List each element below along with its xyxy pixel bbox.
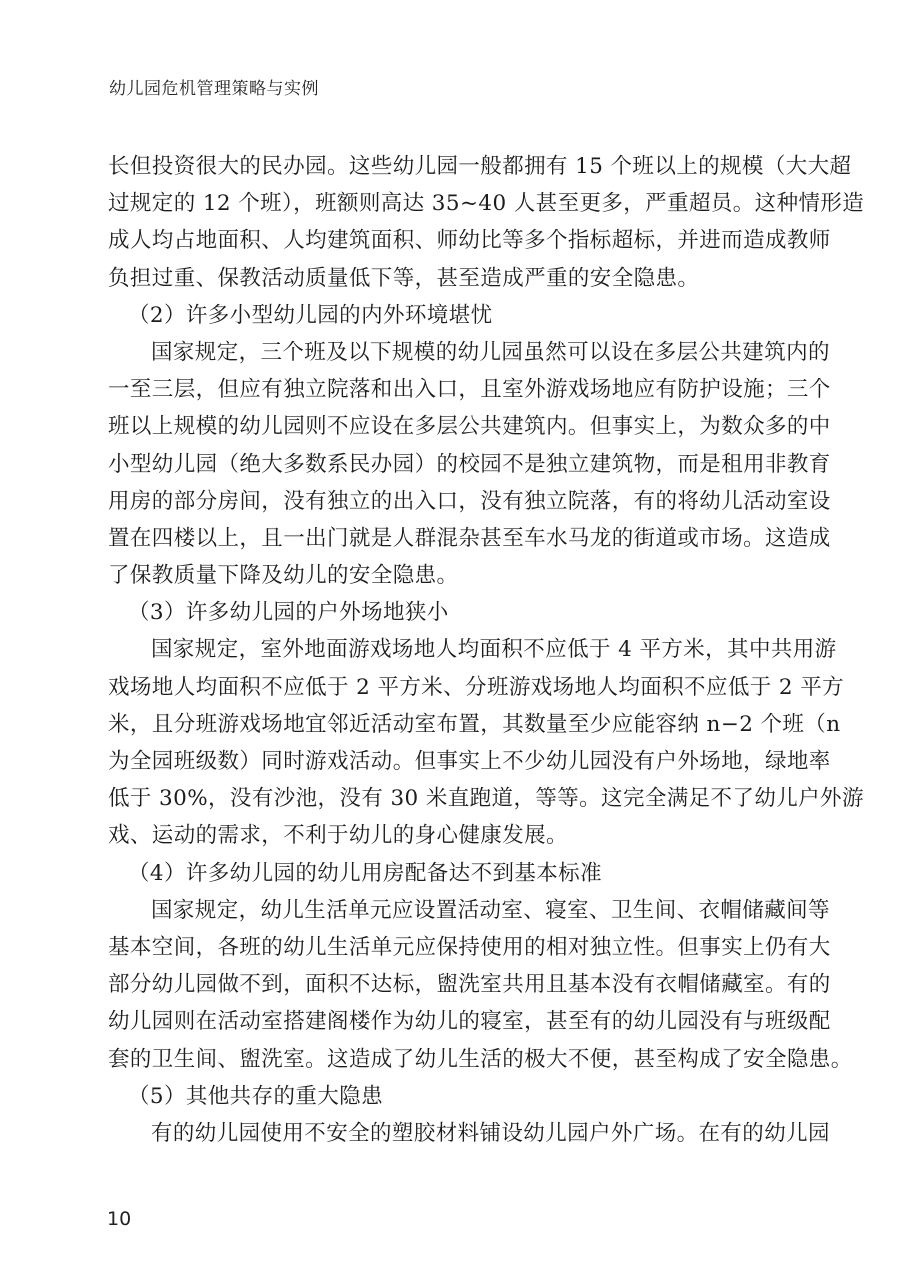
- text-line: 戏、运动的需求，不利于幼儿的身心健康发展。: [108, 823, 568, 849]
- text-line: 置在四楼以上，且一出门就是人群混杂甚至车水马龙的街道或市场。这造成: [108, 525, 831, 551]
- section-heading: （5）其他共存的重大隐患: [128, 1083, 383, 1109]
- section-heading: （4）许多幼儿园的幼儿用房配备达不到基本标准: [128, 860, 602, 886]
- running-header: 幼儿园危机管理策略与实例: [109, 79, 319, 99]
- text-line: 了保教质量下降及幼儿的安全隐患。: [108, 563, 459, 589]
- text-line: 戏场地人均面积不应低于 2 平方米、分班游戏场地人均面积不应低于 2 平方: [108, 674, 844, 700]
- text-line: 负担过重、保教活动质量低下等，甚至造成严重的安全隐患。: [108, 265, 700, 291]
- text-line: 用房的部分房间，没有独立的出入口，没有独立院落，有的将幼儿活动室设: [108, 488, 831, 514]
- text-line: 基本空间，各班的幼儿生活单元应保持使用的相对独立性。但事实上仍有大: [108, 934, 831, 960]
- text-line: 国家规定，幼儿生活单元应设置活动室、寝室、卫生间、衣帽储藏间等: [151, 897, 830, 923]
- text-line: 套的卫生间、盥洗室。这造成了幼儿生活的极大不便，甚至构成了安全隐患。: [108, 1046, 853, 1072]
- section-heading: （2）许多小型幼儿园的内外环境堪忧: [128, 302, 493, 328]
- text-line: 小型幼儿园（绝大多数系民办园）的校园不是独立建筑物，而是租用非教育: [108, 451, 831, 477]
- text-line: 成人均占地面积、人均建筑面积、师幼比等多个指标超标，并进而造成教师: [108, 228, 831, 254]
- text-line: 为全园班级数）同时游戏活动。但事实上不少幼儿园没有户外场地，绿地率: [108, 749, 831, 774]
- page-number: 10: [107, 1208, 132, 1230]
- text-line: 米，且分班游戏场地宜邻近活动室布置，其数量至少应能容纳 n−2 个班（n: [108, 711, 841, 737]
- text-line: 长但投资很大的民办园。这些幼儿园一般都拥有 15 个班以上的规模（大大超: [108, 154, 852, 179]
- text-line: 班以上规模的幼儿园则不应设在多层公共建筑内。但事实上，为数众多的中: [108, 414, 831, 440]
- text-line: 低于 30%，没有沙池，没有 30 米直跑道，等等。这完全满足不了幼儿户外游: [108, 786, 864, 812]
- text-line: 一至三层，但应有独立院落和出入口，且室外游戏场地应有防护设施；三个: [108, 377, 831, 403]
- text-line: 幼儿园则在活动室搭建阁楼作为幼儿的寝室，甚至有的幼儿园没有与班级配: [108, 1009, 831, 1035]
- text-line: 国家规定，室外地面游戏场地人均面积不应低于 4 平方米，其中共用游: [151, 637, 837, 663]
- text-line: 有的幼儿园使用不安全的塑胶材料铺设幼儿园户外广场。在有的幼儿园: [151, 1120, 830, 1146]
- section-heading: （3）许多幼儿园的户外场地狭小: [128, 600, 449, 626]
- text-line: 国家规定，三个班及以下规模的幼儿园虽然可以设在多层公共建筑内的: [151, 339, 830, 365]
- body-text: [108, 148, 865, 1152]
- text-line: 部分幼儿园做不到，面积不达标，盥洗室共用且基本没有衣帽储藏室。有的: [108, 972, 831, 998]
- text-line: 过规定的 12 个班），班额则高达 35~40 人甚至更多，严重超员。这种情形造: [108, 191, 865, 217]
